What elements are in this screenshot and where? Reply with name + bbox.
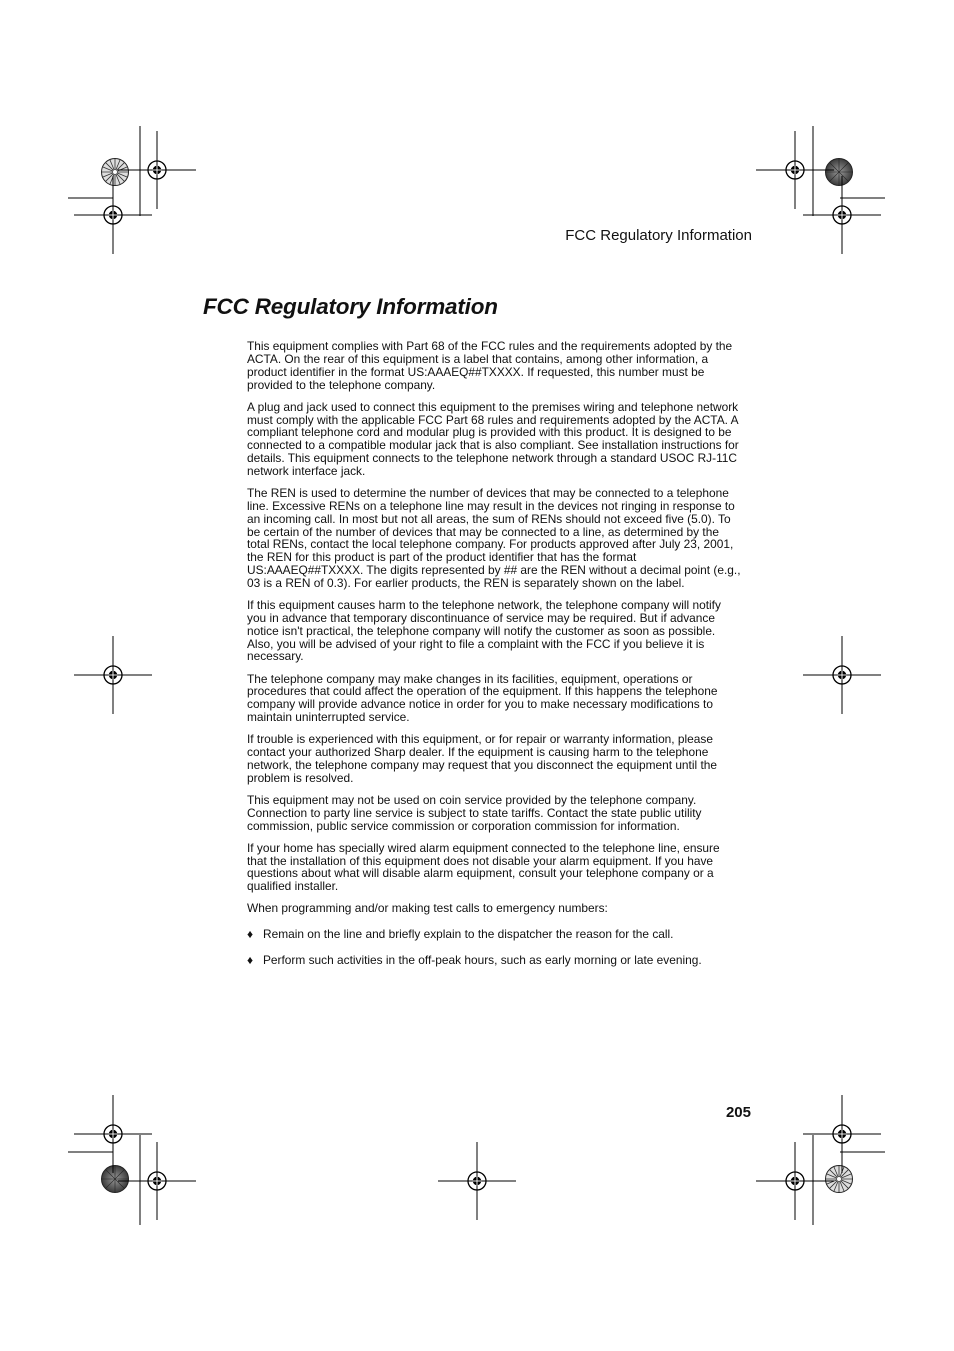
- paragraph-trouble: If trouble is experienced with this equipment, or for repair or warranty information, please contact your authorized Sharp dealer. If the equipment is causing harm to the telephone network, the telephone company may request that you disconnect the equipment until the problem is resolved.: [247, 732, 717, 785]
- paragraph-company-changes: The telephone company may make changes in its facilities, equipment, operations or procedures that could affect the operation of the equipment. If this happens the telephone company will provide advance notice in order for you to make necessary modifications to maintain uninterrupted service.: [247, 671, 718, 725]
- paragraph-coin-service: This equipment may not be used on coin service provided by the telephone company. Connection to party line service is subject to state tariffs. Contact the state public utility commission, public service commission or corporation commission for information.: [247, 792, 702, 833]
- diamond-bullet-icon: ♦: [247, 953, 254, 968]
- page-title: FCC Regulatory Information: [203, 294, 498, 319]
- paragraph-alarm: If your home has specially wired alarm equipment connected to the telephone line, ensure that the installation of this equipment does not disable your alarm equipment. If you have questions about what will disable alarm equipment, consult your telephone company or a qualified installer.: [247, 840, 720, 894]
- list-item: [247, 954, 741, 967]
- bullet-text: Remain on the line and briefly explain to the dispatcher the reason for the call.: [263, 927, 674, 942]
- list-item: [247, 928, 741, 941]
- paragraph-ren: The REN is used to determine the number of devices that may be connected to a telephone line. Excessive RENs on a telephone line may result in the devices not ringing in response to an incoming call. In most but not all areas, the sum of RENs should not exceed five (5.0). To be certain of the number of devices that may be connected to a line, as determined by the total RENs, contact the local telephone company. For products approved after July 23, 2001, the REN for this product is part of the product identifier that has the format US:AAAEQ##TXXXX. The digits represented by ## are the REN without a decimal point (e.g., 03 is a REN of 0.3). For earlier products, the REN is separately shown on the label.: [247, 486, 741, 590]
- diamond-bullet-icon: ♦: [247, 927, 254, 942]
- paragraph-network-harm: If this equipment causes harm to the telephone network, the telephone company will notify you in advance that temporary discontinuance of service may be required. But if advance notice isn't practical, the telephone company will notify the customer as soon as possible. Also, you will be advised of your right to file a complaint with the FCC if you believe it is necessary.: [247, 598, 721, 664]
- paragraph-acta-label: This equipment complies with Part 68 of the FCC rules and the requirements adopted by the ACTA. On the rear of this equipment is a label that contains, among other information, a product identifier in the format US:AAAEQ##TXXXX. If requested, this number must be provided to the telephone company.: [247, 339, 733, 392]
- page-number: 205: [725, 1104, 751, 1121]
- running-header: FCC Regulatory Information: [565, 227, 752, 244]
- paragraph-emergency-intro: When programming and/or making test calls to emergency numbers:: [247, 901, 608, 916]
- bullet-text: Perform such activities in the off-peak hours, such as early morning or late evening.: [263, 953, 702, 968]
- body-text: [247, 340, 741, 967]
- paragraph-plug-jack: A plug and jack used to connect this equipment to the premises wiring and telephone network must comply with the applicable FCC Part 68 rules and requirements adopted by the ACTA. A compliant telephone cord and modular plug is provided with this product. It is designed to be connected to a compatible modular jack that is also compliant. See installation instructions for details. This equipment connects to the telephone network through a standard USOC RJ-11C network interface jack.: [247, 399, 739, 478]
